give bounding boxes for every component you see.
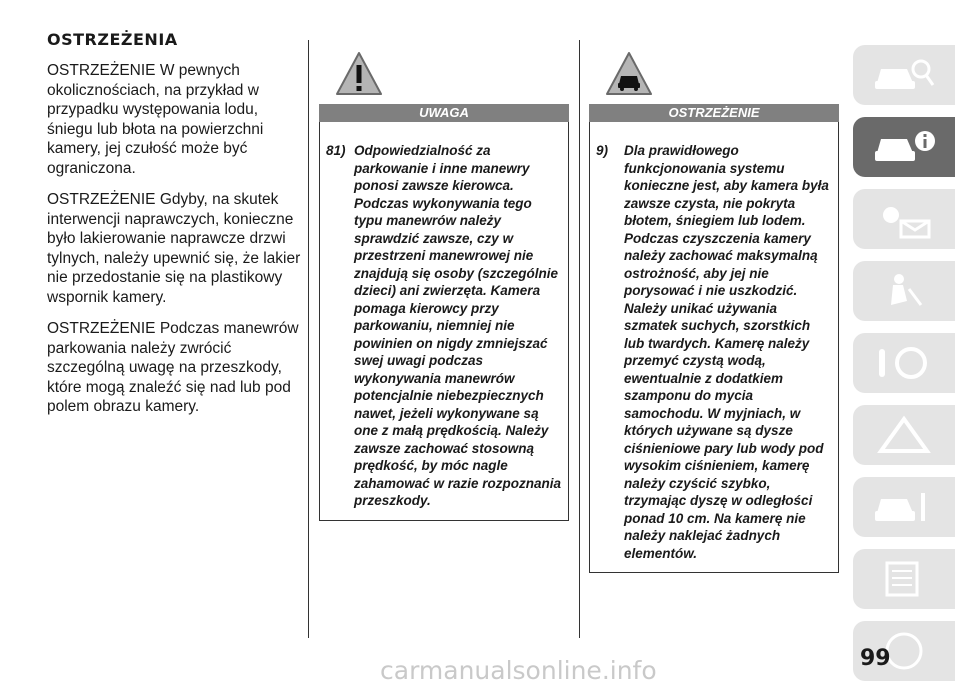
document-list-icon <box>869 559 939 599</box>
intro-column <box>47 30 305 429</box>
tab-key-steering[interactable] <box>853 333 955 393</box>
warning-block <box>589 40 839 573</box>
warning-note <box>596 142 832 562</box>
tab-seat-airbag[interactable] <box>853 261 955 321</box>
tab-lights-mail[interactable] <box>853 189 955 249</box>
tab-car-info[interactable] <box>853 117 955 177</box>
car-search-icon <box>869 55 939 95</box>
tab-warning[interactable] <box>853 405 955 465</box>
column-divider <box>308 40 309 638</box>
watermark: carmanualsonline.info <box>380 656 657 685</box>
warning-triangle-icon <box>869 415 939 455</box>
lights-mail-icon <box>869 199 939 239</box>
section-heading: OSTRZEŻENIA <box>47 30 178 49</box>
exclamation-triangle-icon <box>335 50 383 98</box>
chapter-tabs <box>853 45 955 693</box>
note-number: 9) <box>596 143 609 158</box>
car-warning-triangle-icon <box>605 50 653 98</box>
caution-box <box>319 122 569 521</box>
note-number: 81) <box>326 143 346 158</box>
warning-paragraph-2: OSTRZEŻENIE Gdyby, na skutek interwencji naprawczych, konieczne było lakierowanie naprawcze drzwi tylnych, należy upewnić się, że lakier nie przedostanie się na plastikowy wspornik kamery. <box>47 191 301 306</box>
caution-banner: UWAGA <box>319 104 569 122</box>
warning-paragraph-3: OSTRZEŻENIE Podczas manewrów parkowania należy zwrócić szczególną uwagę na przeszkody, które mogą znaleźć się nad lub pod polem obrazu kamery. <box>47 320 299 415</box>
key-steering-icon <box>869 343 939 383</box>
note-text: Dla prawidłowego funkcjonowania systemu konieczne jest, aby kamera była zawsze czysta, nie pokryta błotem, śniegiem lub lodem. Podczas czyszczenia kamery należy zachować maksymalną ostrożność, aby jej nie porysować i nie uszkodzić. Należy unikać używania szmatek suchych, szorstkich lub twardych. Kamerę należy przemyć czystą wodą, ewentualnie z dodatkiem szamponu do mycia samochodu. W myjniach, w których używane są dysze ciśnieniowe pary lub wody pod wysokim ciśnieniem, kamerę należy czyścić szybko, trzymając dyszę w odległości ponad 10 cm. Na kamerę nie należy naklejać żadnych elementów. <box>624 143 829 561</box>
warning-box <box>589 122 839 573</box>
tab-car-wrench[interactable] <box>853 477 955 537</box>
warning-banner: OSTRZEŻENIE <box>589 104 839 122</box>
car-wrench-icon <box>869 487 939 527</box>
tab-car-search[interactable] <box>853 45 955 105</box>
tab-document-list[interactable] <box>853 549 955 609</box>
column-divider <box>579 40 580 638</box>
car-info-icon <box>869 127 939 167</box>
note-text: Odpowiedzialność za parkowanie i inne manewry ponosi zawsze kierowca. Podczas wykonywania tego typu manewrów należy sprawdzić zawsze, czy w przestrzeni manewrowej nie znajdują się osoby (szczególnie dzieci) ani zwierzęta. Kamera pomaga kierowcy przy parkowaniu, niemniej nie powinien on nigdy zmniejszać swej uwagi podczas wykonywania manewrów potencjalnie niebezpiecznych nawet, jeżeli wykonywane są one z małą prędkością. Należy zawsze zachować stosowną prędkość, by móc nagle zahamować w razie rozpoznania przeszkody. <box>354 143 562 508</box>
page-number: 99 <box>860 646 891 671</box>
caution-note <box>326 142 562 510</box>
caution-block <box>319 40 569 521</box>
seat-airbag-icon <box>869 271 939 311</box>
warning-paragraph-1: OSTRZEŻENIE W pewnych okolicznościach, na przykład w przypadku występowania lodu, śniegu lub błota na powierzchni kamery, jej czułość może być ograniczona. <box>47 62 264 177</box>
